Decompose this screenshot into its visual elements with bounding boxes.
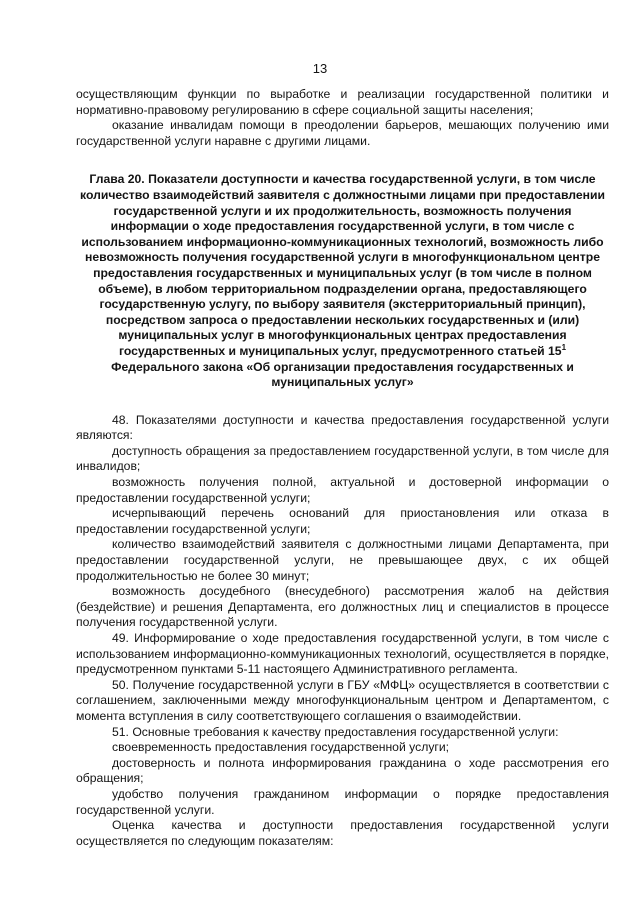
chapter-heading: [76, 172, 609, 390]
list-item: достоверность и полнота информирования гражданина о ходе рассмотрения его обращения;: [76, 755, 609, 786]
chapter-heading-superscript: 1: [561, 342, 567, 352]
document-body: [76, 87, 609, 849]
chapter-heading-part2: Федерального закона «Об организации предоставления государственных и муниципальных услуг»: [111, 359, 574, 390]
list-item: исчерпывающий перечень оснований для приостановления или отказа в предоставлении государственной услуги;: [76, 506, 609, 536]
page-number: 13: [312, 61, 328, 76]
paragraph-48: 48. Показателями доступности и качества предоставления государственной услуги являются:: [76, 412, 609, 443]
paragraph-49: 49. Информирование о ходе предоставления государственной услуги, в том числе с использованием информационно-коммуникационных технологий, осуществляется в порядке, предусмотренном пунктами 5-11 настоящего Административного регламента.: [76, 631, 609, 677]
paragraph-51: 51. Основные требования к качеству предоставления государственной услуги:: [112, 724, 559, 739]
list-item: возможность досудебного (внесудебного) рассмотрения жалоб на действия (бездействие) и решения Департамента, его должностных лиц и специалистов в процессе получения государственной услуги.: [76, 584, 609, 630]
list-item: возможность получения полной, актуальной и достоверной информации о предоставлении государственной услуги;: [76, 475, 609, 505]
list-item: количество взаимодействий заявителя с должностными лицами Департамента, при предоставлении государственной услуги, не превышающее двух, с их общей продолжительностью не более 30 минут;: [76, 537, 609, 583]
list-item: удобство получения гражданином информации о порядке предоставления государственной услуги.: [76, 786, 609, 817]
intro-paragraph-2: оказание инвалидам помощи в преодолении барьеров, мешающих получению ими государственной услуги наравне с другими лицами.: [76, 118, 609, 148]
chapter-heading-part1: Глава 20. Показатели доступности и качества государственной услуги, в том числе количество взаимодействий заявителя с должностными лицами при предоставлении государственной услуги и их продолжительность, возможность получения информации о ходе предоставления государственной услуги, в том числе с использованием информационно-коммуникационных технологий, возможность либо невозможность получения государственной услуги в многофункциональном центре предоставления государственных и муниципальных услуг (в том числе в полном объеме), в любом территориальном подразделении органа, предоставляющего государственную услугу, по выбору заявителя (экстерриториальный принцип), посредством запроса о предоставлении нескольких государственных и (или) муниципальных услуг в многофункциональных центрах предоставления государственных и муниципальных услуг, предусмотренного статьей 15: [80, 172, 605, 358]
list-item: своевременность предоставления государственной услуги;: [112, 740, 450, 755]
paragraph-50: 50. Получение государственной услуги в ГБУ «МФЦ» осуществляется в соответствии с соглашением, заключенными между многофункциональным центром и Департаментом, с момента вступления в силу соответствующего соглашения о взаимодействии.: [76, 677, 609, 723]
list-item: доступность обращения за предоставлением государственной услуги, в том числе для инвалидов;: [76, 443, 609, 474]
assessment-paragraph: Оценка качества и доступности предоставления государственной услуги осуществляется по следующим показателям:: [76, 818, 609, 848]
intro-paragraph-1: осуществляющим функции по выработке и реализации государственной политики и нормативно-правовому регулированию в сфере социальной защиты населения;: [76, 87, 609, 117]
